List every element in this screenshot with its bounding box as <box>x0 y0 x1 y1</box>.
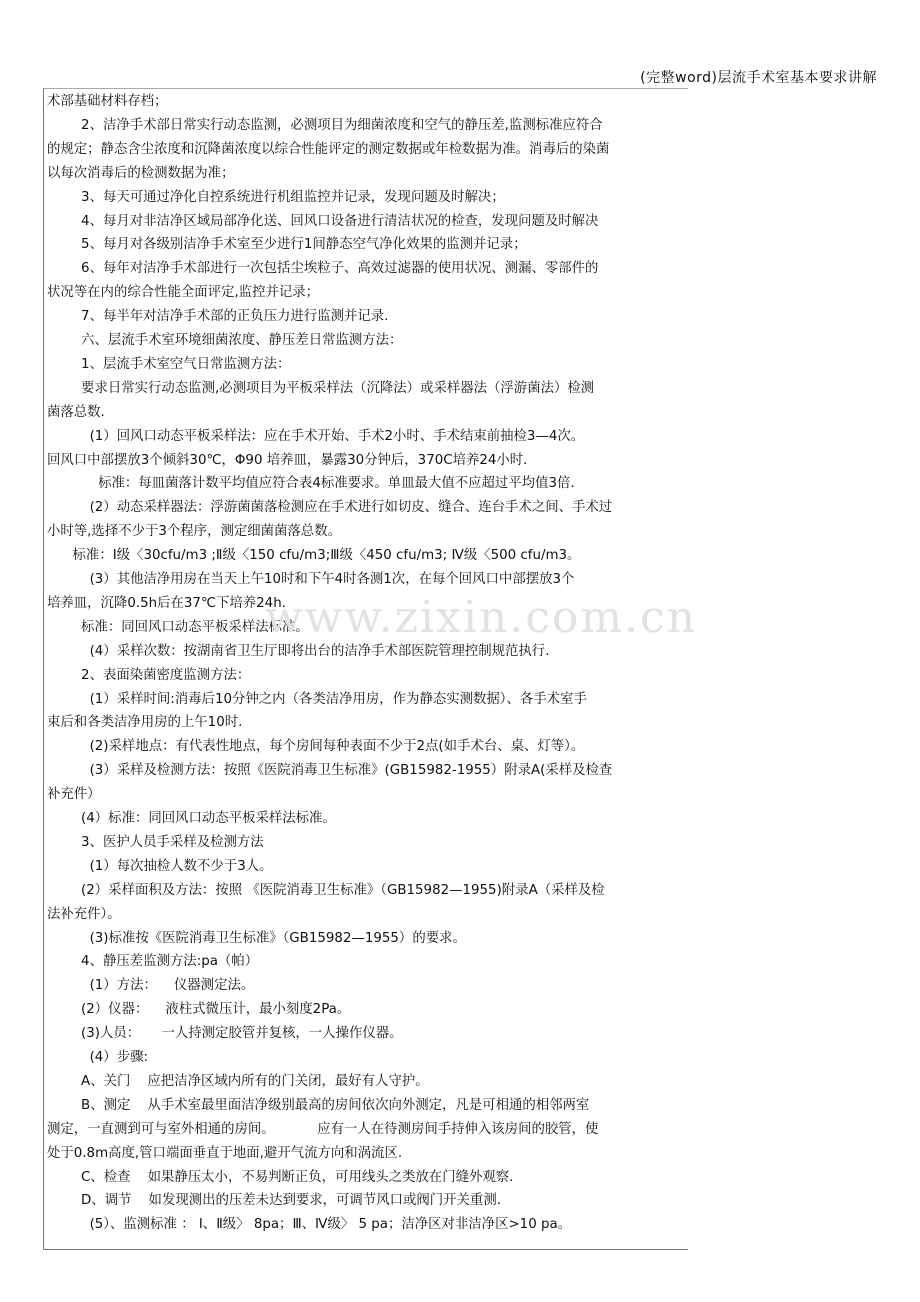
text-line: 7、每半年对洁净手术部的正负压力进行监测并记录. <box>47 309 389 325</box>
text-line: 2、洁净手术部日常实行动态监测，必测项目为细菌浓度和空气的静压差,监测标准应符合 <box>47 117 603 133</box>
text-line: (4）标准：同回风口动态平板采样法标准。 <box>47 811 336 826</box>
text-line: (4）步骤: <box>47 1050 148 1065</box>
text-line: 小时等,选择不少于3个程序，测定细菌菌落总数。 <box>47 524 341 540</box>
text-line: C、检查 如果静压太小，不易判断正负，可用线头之类放在门缝外观察. <box>47 1169 514 1185</box>
text-line: 5、每月对各级别洁净手术室至少进行1间静态空气净化效果的监测并记录； <box>47 237 527 253</box>
text-line: 处于0.8m高度,管口端面垂直于地面,避开气流方向和涡流区. <box>47 1145 403 1161</box>
text-line: (1）回风口动态平板采样法：应在手术开始、手术2小时、手术结束前抽检3—4次。 <box>47 428 585 444</box>
text-line: B、测定 从手术室最里面洁净级别最高的房间依次向外测定，凡是可相通的相邻两室 <box>47 1097 590 1113</box>
text-line: 培养皿，沉降0.5h后在37℃下培养24h. <box>47 595 286 611</box>
text-line: 束后和各类洁净用房的上午10时. <box>47 715 243 731</box>
text-line: (3)标准按《医院消毒卫生标准》（GB15982—1955）的要求。 <box>47 930 466 946</box>
watermark: www.zixin.com.cn <box>265 592 698 643</box>
text-line: 1、层流手术室空气日常监测方法： <box>47 356 291 372</box>
document-header: (完整word)层流手术室基本要求讲解 <box>640 70 877 86</box>
text-line: (1）每次抽检人数不少于3人。 <box>47 858 273 874</box>
text-line: 回风口中部摆放3个倾斜30℃，Φ90 培养皿，暴露30分钟后，370C培养24小时. <box>47 452 528 468</box>
text-line: 3、医护人员手采样及检测方法 <box>47 834 264 850</box>
text-line: 6、每年对洁净手术部进行一次包括尘埃粒子、高效过滤器的使用状况、测漏、零部件的 <box>47 261 599 277</box>
text-line: (2）动态采样器法：浮游菌菌落检测应在手术进行如切皮、缝合、连台手术之间、手术过 <box>47 500 613 516</box>
text-line: D、调节 如发现测出的压差未达到要求，可调节风口或阀门开关重测. <box>47 1193 501 1209</box>
text-line: (2）采样面积及方法：按照 《医院消毒卫生标准》（GB15982—1955)附录A（采样及检 <box>47 882 605 898</box>
text-line: 法补充件）。 <box>47 906 121 922</box>
text-line: A、关门 应把洁净区域内所有的门关闭，最好有人守护。 <box>47 1073 429 1089</box>
text-line: 标准：同回风口动态平板采样法标准。 <box>47 619 309 635</box>
text-line: (2)采样地点：有代表性地点，每个房间每种表面不少于2点(如手术台、桌、灯等）。 <box>47 739 585 755</box>
text-line: 六、层流手术室环境细菌浓度、静压差日常监测方法： <box>47 333 403 348</box>
text-line: (1）采样时间:消毒后10分钟之内（各类洁净用房，作为静态实测数据）、各手术室手 <box>47 691 587 707</box>
text-line: 术部基础材料存档； <box>47 94 168 109</box>
page-frame <box>43 88 688 1250</box>
text-line: 2、表面染菌密度监测方法： <box>47 667 251 683</box>
text-line: (3)人员： 一人持测定胶管并复核，一人操作仪器。 <box>47 1026 403 1042</box>
text-line: 菌落总数. <box>47 404 105 420</box>
text-line: 状况等在内的综合性能全面评定,监控并记录； <box>47 285 320 301</box>
text-line: (4）采样次数：按湖南省卫生厅即将出台的洁净手术部医院管理控制规范执行. <box>47 643 550 659</box>
text-line: 以每次消毒后的检测数据为准； <box>47 165 235 181</box>
text-line: 4、静压差监测方法:pa（帕） <box>47 954 259 970</box>
text-line: (2）仪器： 液柱式微压计，最小刻度2Pa。 <box>47 1002 351 1018</box>
text-line: 的规定；静态含尘浓度和沉降菌浓度以综合性能评定的测定数据或年检数据为准。消毒后的染菌 <box>47 141 610 157</box>
text-line: 要求日常实行动态监测,必测项目为平板采样法（沉降法）或采样器法（浮游菌法）检测 <box>47 380 595 396</box>
text-line: (1）方法： 仪器测定法。 <box>47 978 255 994</box>
text-line: 标准：每皿菌落计数平均值应符合表4标准要求。单皿最大值不应超过平均值3倍. <box>47 476 575 492</box>
text-line: (3）其他洁净用房在当天上午10时和下午4时各测1次，在每个回风口中部摆放3个 <box>47 572 575 587</box>
text-line: 测定，一直测到可与室外相通的房间。 应有一人在待测房间手持伸入该房间的胶管，使 <box>47 1121 599 1137</box>
text-line: 3、每天可通过净化自控系统进行机组监控并记录，发现问题及时解决； <box>47 189 505 205</box>
text-line: (3）采样及检测方法：按照《医院消毒卫生标准》(GB15982-1955）附录A(采样及检查 <box>47 763 613 779</box>
text-line: (5）、监测标准 ： Ⅰ、Ⅱ级〉 8pa；Ⅲ、Ⅳ级〉 5 pa；洁净区对非洁净区>10 pa。 <box>47 1217 572 1233</box>
text-line: 标准：Ⅰ级〈30cfu/m3 ;Ⅱ级〈150 cfu/m3;Ⅲ级〈450 cfu/m3; Ⅳ级〈500 cfu/m3。 <box>47 548 581 564</box>
text-line: 补充件） <box>47 787 101 803</box>
text-line: 4、每月对非洁净区域局部净化送、回风口设备进行清洁状况的检查，发现问题及时解决 <box>47 213 599 229</box>
